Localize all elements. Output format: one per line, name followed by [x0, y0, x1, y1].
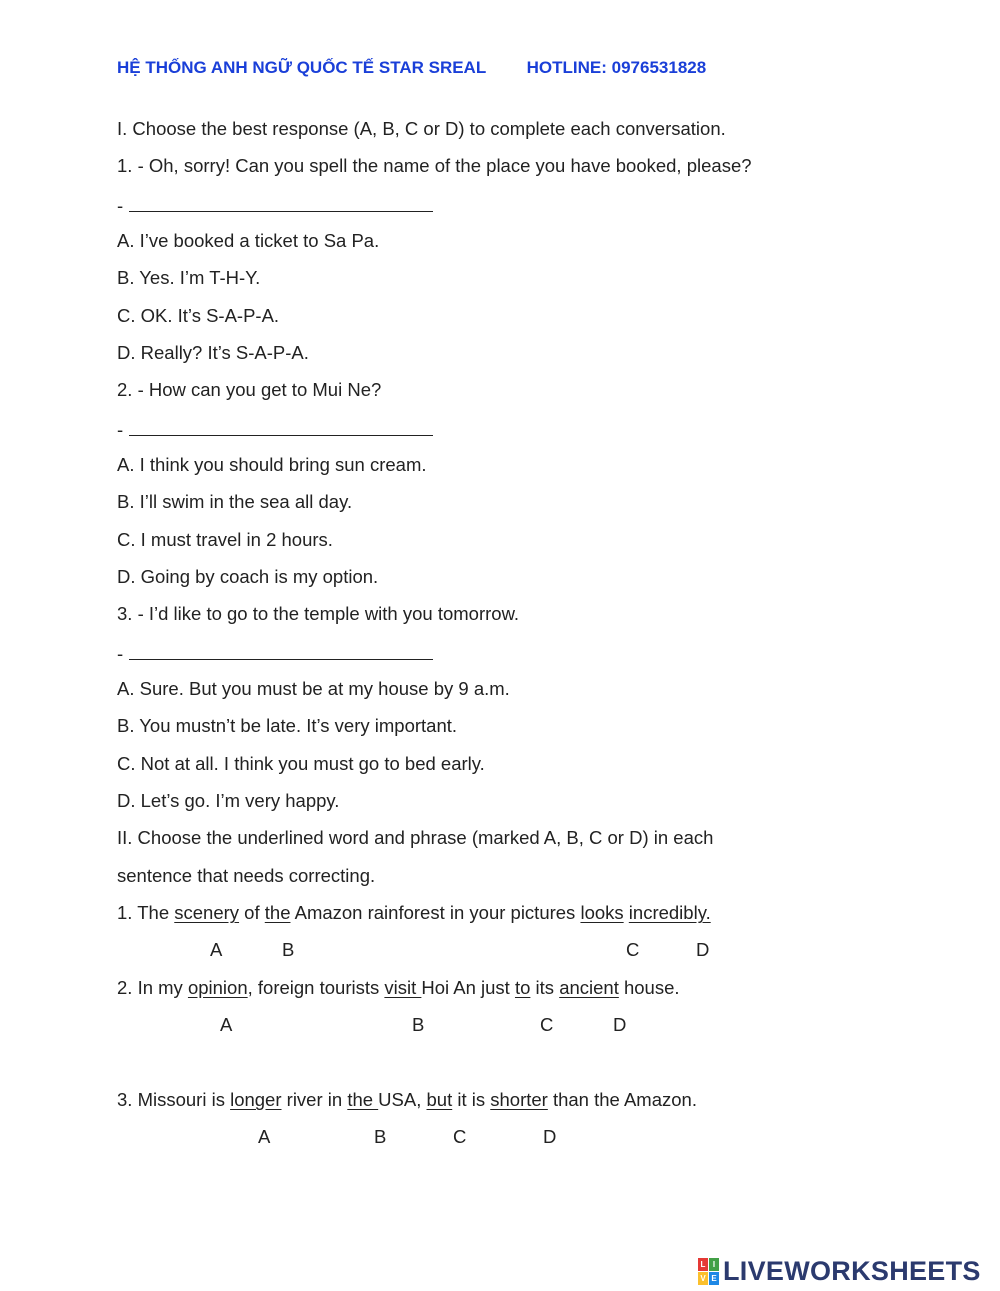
text: 3. Missouri is	[117, 1089, 231, 1110]
underlined-d[interactable]: ancient	[559, 977, 619, 998]
blank-prefix: -	[117, 419, 124, 440]
s2-q1-label-d: D	[696, 939, 710, 960]
text: , foreign tourists	[247, 977, 385, 998]
q1-prompt: 1. - Oh, sorry! Can you spell the name of the place you have booked, please?	[117, 155, 752, 176]
answer-line	[129, 641, 433, 660]
text: 1. The	[117, 902, 175, 923]
q1-option-b[interactable]: B. Yes. I’m T-H-Y.	[117, 267, 261, 288]
logo-text: LIVEWORKSHEETS	[723, 1256, 981, 1286]
logo-block: V	[698, 1272, 708, 1285]
q3-answer-blank[interactable]	[117, 641, 433, 665]
text: Amazon rainforest in your pictures	[290, 902, 581, 923]
q1-option-d[interactable]: D. Really? It’s S-A-P-A.	[117, 342, 309, 363]
logo-block: E	[709, 1272, 719, 1285]
underlined-b[interactable]: visit	[384, 977, 422, 998]
underlined-b[interactable]: the	[264, 902, 291, 923]
s2-q2-label-c: C	[540, 1014, 554, 1035]
q2-option-d[interactable]: D. Going by coach is my option.	[117, 566, 379, 587]
s2-q1-label-c: C	[626, 939, 640, 960]
s2-q1-label-a: A	[210, 939, 223, 960]
q1-option-a[interactable]: A. I’ve booked a ticket to Sa Pa.	[117, 230, 380, 251]
s2-q2-label-a: A	[220, 1014, 233, 1035]
q2-option-a[interactable]: A. I think you should bring sun cream.	[117, 454, 427, 475]
s2-q3-label-a: A	[258, 1126, 271, 1147]
blank-prefix: -	[117, 195, 124, 216]
underlined-c[interactable]: but	[426, 1089, 453, 1110]
text: 2. In my	[117, 977, 188, 998]
s2-q2-sentence	[117, 977, 680, 999]
q1-option-c[interactable]: C. OK. It’s S-A-P-A.	[117, 305, 280, 326]
underlined-c[interactable]: to	[514, 977, 531, 998]
logo-block: I	[709, 1258, 719, 1271]
text: of	[239, 902, 265, 923]
s2-q3-sentence	[117, 1089, 697, 1111]
underlined-a[interactable]: opinion	[187, 977, 248, 998]
section2-title-line1: II. Choose the underlined word and phrase (marked A, B, C or D) in each	[117, 827, 714, 848]
s2-q3-label-c: C	[453, 1126, 467, 1147]
logo-blocks-icon	[698, 1258, 719, 1285]
text: Hoi An just	[421, 977, 515, 998]
underlined-a[interactable]: longer	[230, 1089, 282, 1110]
section2-title-line2: sentence that needs correcting.	[117, 865, 376, 886]
q2-answer-blank[interactable]	[117, 417, 433, 441]
underlined-a[interactable]: scenery	[174, 902, 240, 923]
answer-line	[129, 193, 433, 212]
underlined-d[interactable]: incredibly.	[628, 902, 711, 923]
text: it is	[452, 1089, 491, 1110]
text: than the Amazon.	[547, 1089, 697, 1110]
s2-q3-label-d: D	[543, 1126, 557, 1147]
s2-q1-label-b: B	[282, 939, 295, 960]
s2-q3-label-b: B	[374, 1126, 387, 1147]
text: its	[530, 977, 560, 998]
q2-option-c[interactable]: C. I must travel in 2 hours.	[117, 529, 333, 550]
s2-q1-sentence	[117, 902, 711, 924]
text: river in	[281, 1089, 348, 1110]
q2-prompt: 2. - How can you get to Mui Ne?	[117, 379, 382, 400]
liveworksheets-logo[interactable]	[698, 1256, 981, 1287]
text: house.	[618, 977, 680, 998]
logo-block: L	[698, 1258, 708, 1271]
q3-prompt: 3. - I’d like to go to the temple with you tomorrow.	[117, 603, 520, 624]
section1-title: I. Choose the best response (A, B, C or D) to complete each conversation.	[117, 118, 726, 139]
org-name: HỆ THỐNG ANH NGỮ QUỐC TẾ STAR SREAL	[117, 58, 486, 77]
q3-option-a[interactable]: A. Sure. But you must be at my house by 9 a.m.	[117, 678, 510, 699]
q2-option-b[interactable]: B. I’ll swim in the sea all day.	[117, 491, 353, 512]
q3-option-b[interactable]: B. You mustn’t be late. It’s very important.	[117, 715, 458, 736]
text: USA,	[378, 1089, 427, 1110]
hotline: HOTLINE: 0976531828	[526, 58, 707, 77]
s2-q2-label-d: D	[613, 1014, 627, 1035]
answer-line	[129, 417, 433, 436]
q3-option-d[interactable]: D. Let’s go. I’m very happy.	[117, 790, 340, 811]
blank-prefix: -	[117, 643, 124, 664]
underlined-d[interactable]: shorter	[490, 1089, 548, 1110]
page-header	[117, 58, 706, 78]
underlined-b[interactable]: the	[347, 1089, 379, 1110]
underlined-c[interactable]: looks	[580, 902, 624, 923]
q3-option-c[interactable]: C. Not at all. I think you must go to bed early.	[117, 753, 485, 774]
s2-q2-label-b: B	[412, 1014, 425, 1035]
q1-answer-blank[interactable]	[117, 193, 433, 217]
